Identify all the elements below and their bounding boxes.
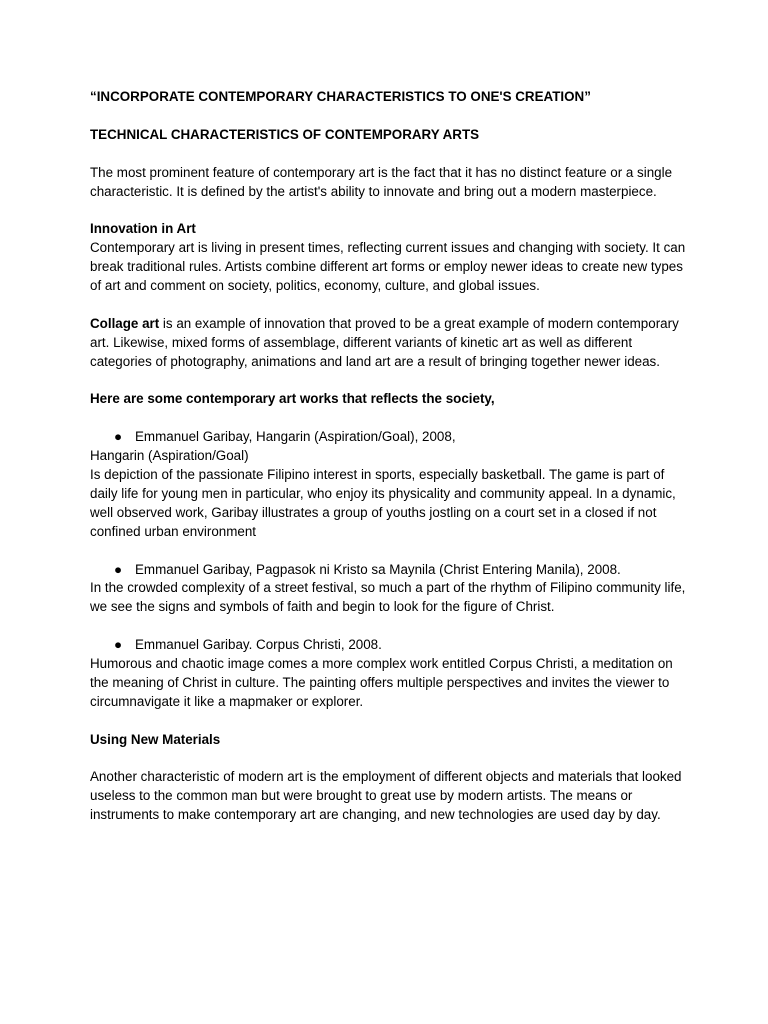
work-subtitle: Hangarin (Aspiration/Goal) (90, 448, 249, 464)
work-description: Is depiction of the passionate Filipino interest in sports, especially basketball. The game is part of daily life for young men in particular, who enjoy its physicality and community appeal. In a dynamic, well observed work, Garibay illustrates a group of youths jostling on a court set in a closed if not confined urban environment (90, 467, 676, 539)
innovation-heading: Innovation in Art (90, 221, 196, 237)
bullet-icon: ● (114, 429, 123, 445)
innovation-paragraph: Contemporary art is living in present times, reflecting current issues and changing with society. It can break traditional rules. Artists combine different art forms or employ newer ideas to create new types of art and comment on society, politics, economy, culture, and global issues. (90, 240, 686, 294)
collage-term: Collage art (90, 315, 160, 331)
works-heading: Here are some contemporary art works that reflects the society, (90, 391, 495, 407)
collage-text: is an example of innovation that proved to be a great example of modern contemporary art. Likewise, mixed forms of assemblage, different variants of kinetic art as well as different categories of photography, animations and land art are a result of bringing together newer ideas. (90, 315, 679, 369)
intro-paragraph: The most prominent feature of contemporary art is the fact that it has no distinct feature or a single characteristic. It is defined by the artist's ability to innovate and bring out a modern masterpiece. (90, 164, 673, 199)
work-item-hangarin (114, 428, 690, 447)
main-heading: “INCORPORATE CONTEMPORARY CHARACTERISTICS TO ONE'S CREATION” (90, 89, 591, 104)
work-description: Humorous and chaotic image comes a more complex work entitled Corpus Christi, a meditation on the meaning of Christ in culture. The painting offers multiple perspectives and invites the viewer to circumnavigate it like a mapmaker or explorer. (90, 656, 673, 709)
work-item-pagpasok (114, 561, 690, 580)
work-description: In the crowded complexity of a street festival, so much a part of the rhythm of Filipino community life, we see the signs and symbols of faith and begin to look for the figure of Christ. (90, 580, 686, 615)
collage-paragraph (90, 315, 690, 372)
bullet-icon: ● (114, 561, 123, 577)
work-item-corpus-christi (114, 636, 690, 655)
technical-heading: TECHNICAL CHARACTERISTICS OF CONTEMPORARY ARTS (90, 126, 480, 142)
document-page (90, 88, 690, 825)
bullet-icon: ● (114, 637, 123, 653)
work-title: Emmanuel Garibay, Hangarin (Aspiration/Goal), 2008, (135, 429, 456, 445)
work-title: Emmanuel Garibay, Pagpasok ni Kristo sa Maynila (Christ Entering Manila), 2008. (135, 561, 621, 577)
materials-paragraph: Another characteristic of modern art is the employment of different objects and materials that looked useless to the common man but were brought to great use by modern artists. The means or instruments to make contemporary art are changing, and new technologies are used day by day. (90, 769, 682, 823)
materials-heading: Using New Materials (90, 731, 221, 747)
work-title: Emmanuel Garibay. Corpus Christi, 2008. (135, 637, 382, 653)
